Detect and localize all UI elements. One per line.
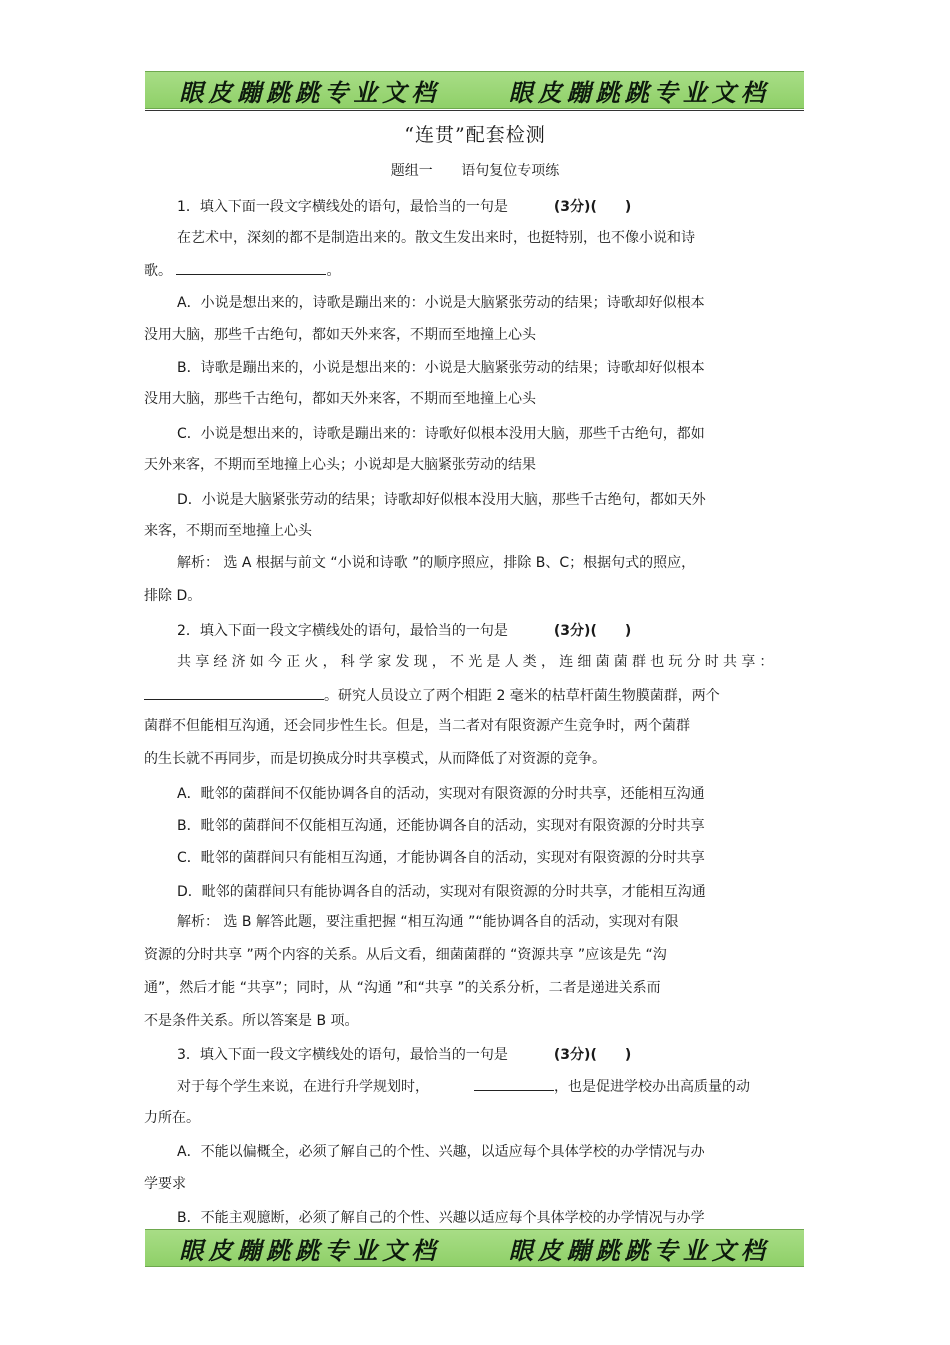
q1-option-d-1: D．小说是大脑紧张劳动的结果；诗歌却好似根本没用大脑，那些千古绝句，都如天外 bbox=[177, 492, 706, 508]
q3-option-a-1: A．不能以偏概全，必须了解自己的个性、兴趣，以适应每个具体学校的办学情况与办 bbox=[177, 1144, 705, 1160]
q2-option-b: B．毗邻的菌群间不仅能相互沟通，还能协调各自的活动，实现对有限资源的分时共享 bbox=[177, 818, 705, 834]
q1-score: (3分)( ) bbox=[553, 199, 632, 215]
page-title: “连贯”配套检测 bbox=[404, 124, 546, 146]
q2-analysis-1: 解析： 选 B 解答此题，要注重把握 “相互沟通 ”“能协调各自的活动，实现对有限 bbox=[177, 914, 679, 930]
header-banner bbox=[145, 71, 804, 109]
q1-analysis-2: 排除 D。 bbox=[144, 588, 202, 604]
q2-passage-3: 菌群不但能相互沟通，还会同步性生长。但是，当二者对有限资源产生竞争时，两个菌群 bbox=[144, 718, 690, 734]
q2-passage-4: 的生长就不再同步，而是切换成分时共享模式，从而降低了对资源的竞争。 bbox=[144, 751, 606, 767]
q2-passage-1: 共享经济如今正火，科学家发现，不光是人类，连细菌菌群也玩分时共享： bbox=[177, 654, 778, 670]
q1-option-c-2: 天外来客，不期而至地撞上心头；小说却是大脑紧张劳动的结果 bbox=[144, 457, 536, 473]
q3-score: (3分)( ) bbox=[553, 1047, 632, 1063]
q1-option-d-2: 来客，不期而至地撞上心头 bbox=[144, 523, 312, 539]
q3-option-a-2: 学要求 bbox=[144, 1176, 186, 1192]
q2-option-a: A．毗邻的菌群间不仅能协调各自的活动，实现对有限资源的分时共享，还能相互沟通 bbox=[177, 786, 705, 802]
q1-answer-blank[interactable] bbox=[176, 260, 326, 275]
q1-passage-2: 歌。 。 bbox=[144, 260, 340, 281]
q2-score: (3分)( ) bbox=[553, 623, 632, 639]
q2-analysis-2: 资源的分时共享 ”两个内容的关系。从后文看，细菌菌群的 “资源共享 ”应该是先 “沟 bbox=[144, 947, 667, 963]
q2-option-c: C．毗邻的菌群间只有能相互沟通，才能协调各自的活动，实现对有限资源的分时共享 bbox=[177, 850, 705, 866]
q1-analysis-1: 解析： 选 A 根据与前文 “小说和诗歌 ”的顺序照应，排除 B、C；根据句式的照应， bbox=[177, 555, 696, 571]
footer-banner bbox=[145, 1229, 804, 1267]
section-subtitle bbox=[0, 160, 950, 180]
q3-answer-blank[interactable] bbox=[474, 1076, 554, 1091]
q2-answer-blank[interactable] bbox=[144, 685, 324, 700]
q3-passage-1: 对于每个学生来说，在进行升学规划时， ，也是促进学校办出高质量的动 bbox=[177, 1076, 750, 1097]
header-rule bbox=[145, 110, 804, 111]
q3-option-b-1: B．不能主观臆断，必须了解自己的个性、兴趣以适应每个具体学校的办学情况与办学 bbox=[177, 1210, 705, 1226]
subtitle-group: 题组一 bbox=[390, 163, 433, 179]
q2-stem: 2．填入下面一段文字横线处的语句，最恰当的一句是 (3分)( ) bbox=[177, 623, 632, 639]
subtitle-topic: 语句复位专项练 bbox=[461, 163, 560, 179]
banner-text-right: 眼皮蹦跳跳专业文档 bbox=[508, 1235, 770, 1265]
q1-option-b-2: 没用大脑，那些千古绝句，都如天外来客，不期而至地撞上心头 bbox=[144, 391, 536, 407]
q3-passage-2: 力所在。 bbox=[144, 1110, 200, 1126]
banner-text-left: 眼皮蹦跳跳专业文档 bbox=[179, 77, 441, 107]
q1-option-a-2: 没用大脑，那些千古绝句，都如天外来客，不期而至地撞上心头 bbox=[144, 327, 536, 343]
q1-option-b-1: B．诗歌是蹦出来的，小说是想出来的：小说是大脑紧张劳动的结果；诗歌却好似根本 bbox=[177, 360, 705, 376]
q2-analysis-4: 不是条件关系。所以答案是 B 项。 bbox=[144, 1013, 359, 1029]
banner-text-left: 眼皮蹦跳跳专业文档 bbox=[179, 1235, 441, 1265]
q3-stem: 3．填入下面一段文字横线处的语句，最恰当的一句是 (3分)( ) bbox=[177, 1047, 632, 1063]
q2-option-d: D．毗邻的菌群间只有能协调各自的活动，实现对有限资源的分时共享，才能相互沟通 bbox=[177, 884, 706, 900]
q1-option-a-1: A．小说是想出来的，诗歌是蹦出来的：小说是大脑紧张劳动的结果；诗歌却好似根本 bbox=[177, 295, 705, 311]
q1-stem: 1．填入下面一段文字横线处的语句，最恰当的一句是 (3分)( ) bbox=[177, 199, 632, 215]
q2-passage-2: 。研究人员设立了两个相距 2 毫米的枯草杆菌生物膜菌群，两个 bbox=[144, 685, 720, 706]
q1-passage-1: 在艺术中，深刻的都不是制造出来的。散文生发出来时，也挺特别，也不像小说和诗 bbox=[177, 230, 695, 246]
q1-option-c-1: C．小说是想出来的，诗歌是蹦出来的：诗歌好似根本没用大脑，那些千古绝句，都如 bbox=[177, 426, 705, 442]
q2-analysis-3: 通”，然后才能 “共享”；同时，从 “沟通 ”和“共享 ”的关系分析，二者是递进关系而 bbox=[144, 980, 661, 996]
banner-text-right: 眼皮蹦跳跳专业文档 bbox=[508, 77, 770, 107]
